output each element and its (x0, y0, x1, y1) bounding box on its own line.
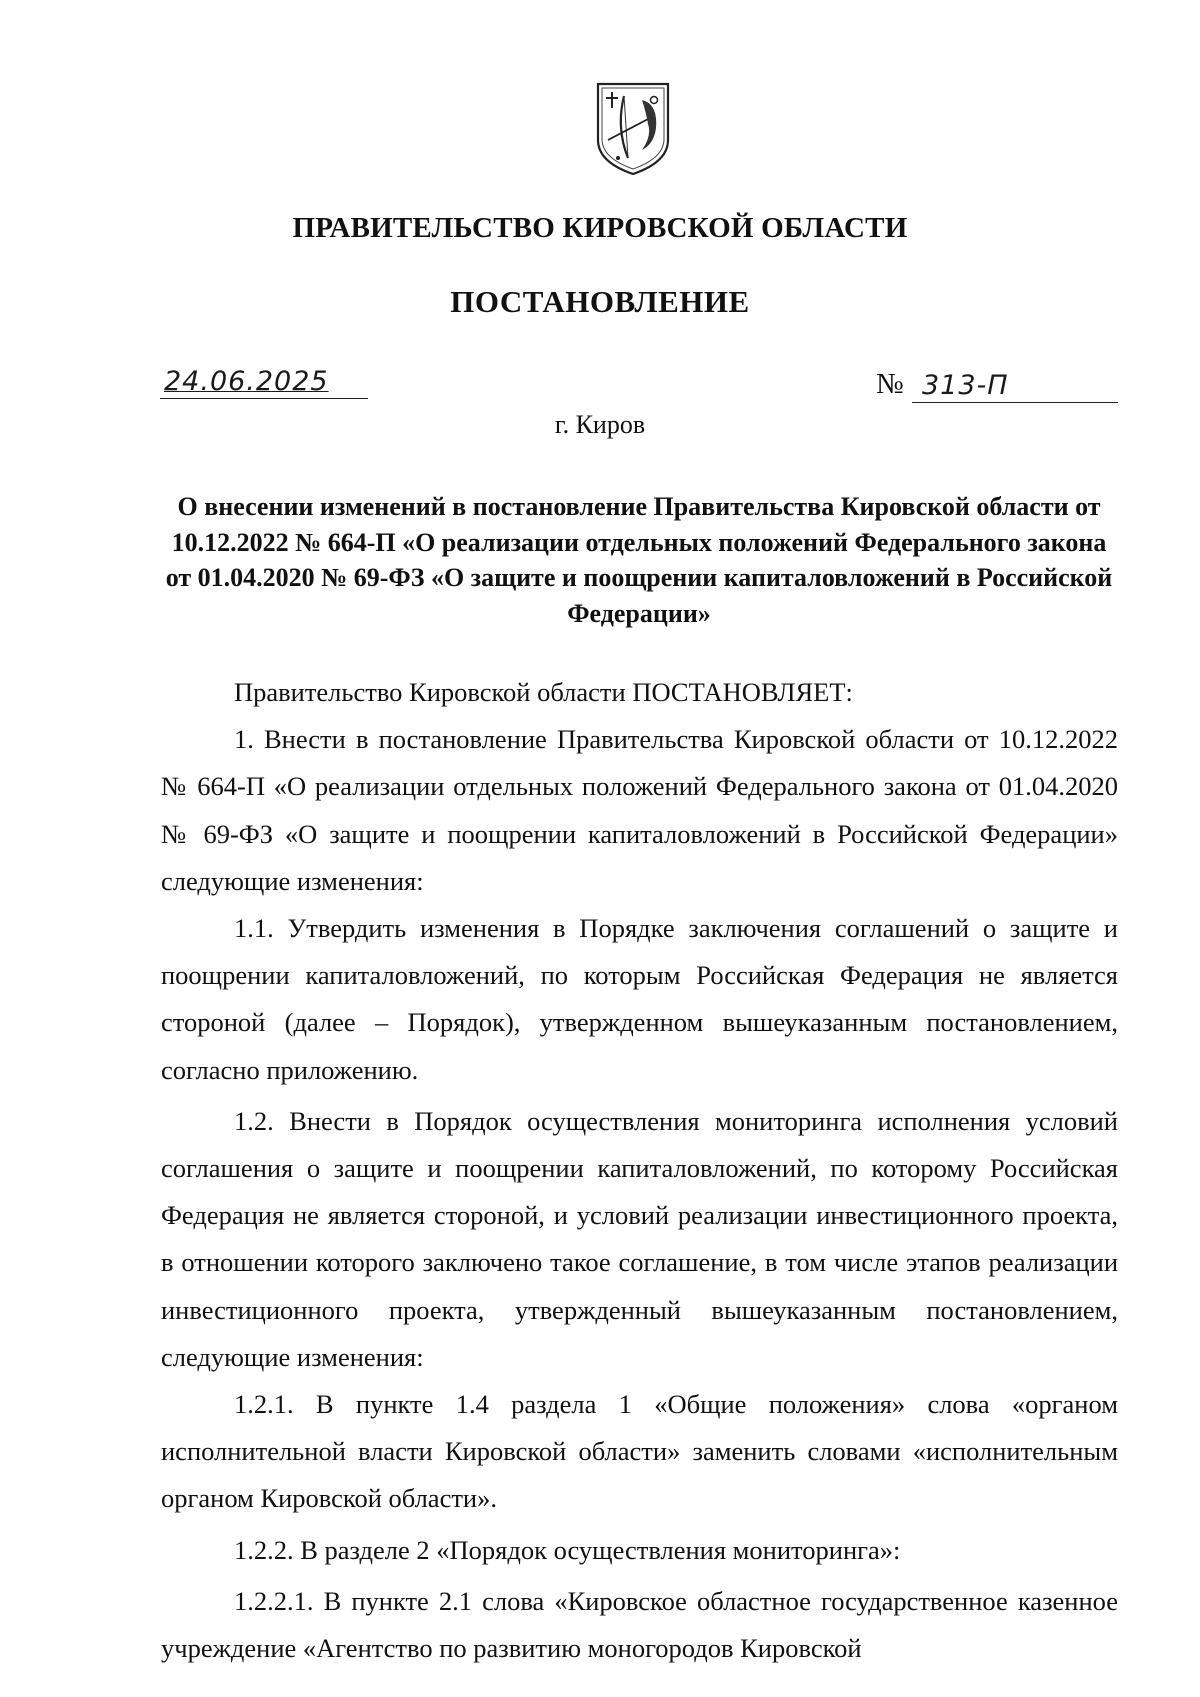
document-date: 24.06.2025 (164, 366, 329, 397)
paragraph: 1. Внести в постановление Правительства Кировской области от 10.12.2022 № 664-П «О реализации отдельных положений Федерального закона от 01.04.2020 № 69-ФЗ «О защите и поощрении капиталовложений в Российской Федерации» следующие изменения: (161, 724, 1118, 896)
number-label: № (876, 368, 904, 400)
document-title: О внесении изменений в постановление Правительства Кировской области от 10.12.2022 № 664-П «О реализации отдельных положений Федерального закона от 01.04.2020 № 69-ФЗ «О защите и поощрении капиталовложений в Российской Федерации» (165, 492, 1113, 628)
document-type: ПОСТАНОВЛЕНИЕ (450, 284, 750, 319)
kirov-oblast-coat-of-arms-icon (594, 78, 672, 178)
document-body (161, 669, 1118, 1672)
paragraph: 1.2. Внести в Порядок осуществления мониторинга исполнения условий соглашения о защите и поощрении капиталовложений, по которому Российская Федерация не является стороной, и условий реализации инвестиционного проекта, в отношении которого заключено такое соглашение, в том числе этапов реализации инвестиционного проекта, утвержденный вышеуказанным постановлением, следующие изменения: (161, 1105, 1118, 1372)
organization-name: ПРАВИТЕЛЬСТВО КИРОВСКОЙ ОБЛАСТИ (292, 212, 908, 244)
paragraph: 1.2.2.1. В пункте 2.1 слова «Кировское областное государственное казенное учреждение «Агентство по развитию моногородов Кировской (161, 1585, 1118, 1664)
paragraph: 1.1. Утвердить изменения в Порядке заключения соглашений о защите и поощрении капиталовложений, по которым Российская Федерация не является стороной (далее – Порядок), утвержденном вышеуказанным постановлением, согласно приложению. (161, 913, 1118, 1085)
document-number: 313-П (922, 370, 1009, 401)
paragraph: 1.2.2. В разделе 2 «Порядок осуществления мониторинга»: (234, 1534, 901, 1565)
paragraph: Правительство Кировской области ПОСТАНОВЛЯЕТ: (234, 677, 853, 707)
date-underline (160, 398, 368, 399)
number-underline (912, 402, 1118, 403)
city: г. Киров (554, 410, 646, 439)
paragraph: 1.2.1. В пункте 1.4 раздела 1 «Общие положения» слова «органом исполнительной власти Кировской области» заменить словами «исполнительным органом Кировской области». (161, 1389, 1118, 1514)
